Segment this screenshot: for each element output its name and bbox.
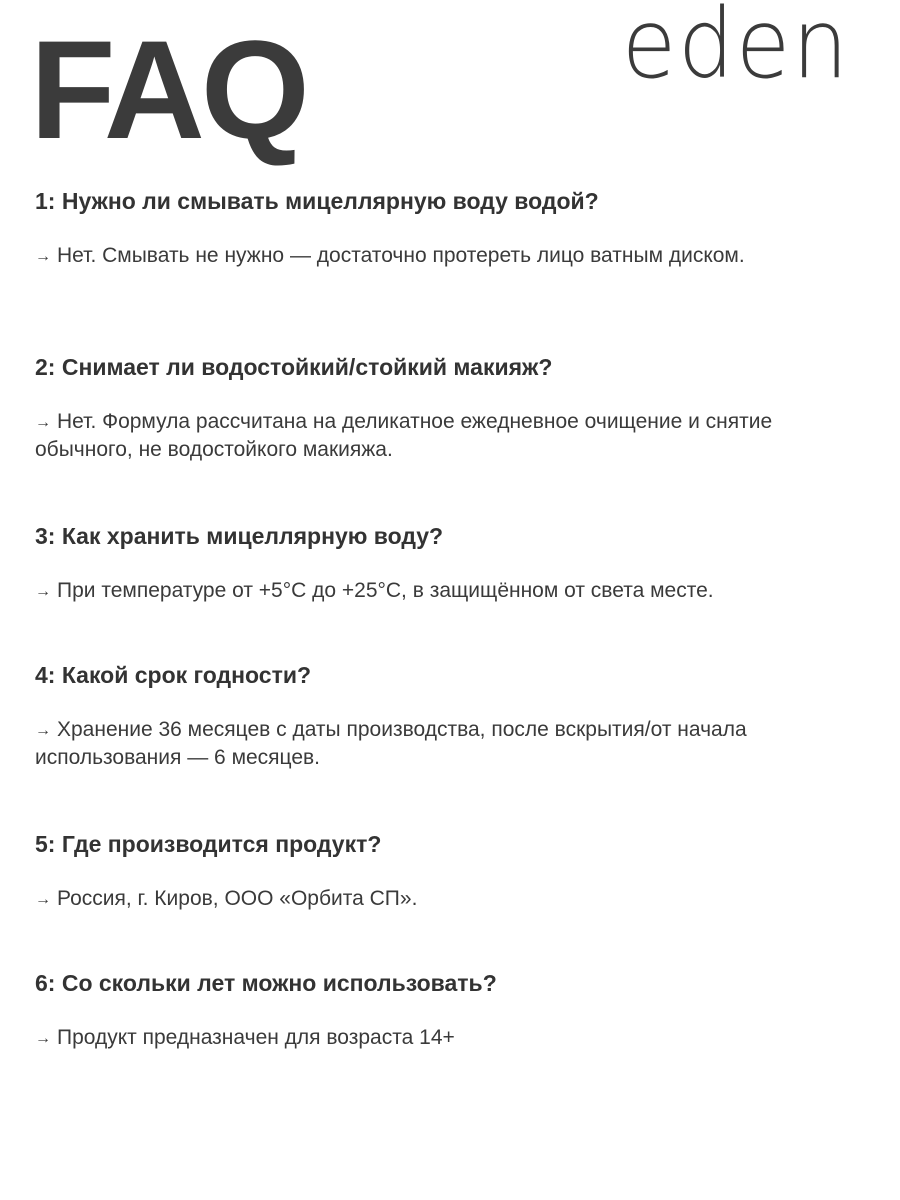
arrow-right-icon: → [35, 248, 51, 265]
faq-question: 1: Нужно ли смывать мицеллярную воду водой? [35, 188, 599, 214]
brand-logo: eden [621, 0, 850, 100]
arrow-right-icon: → [35, 414, 51, 431]
faq-question: 4: Какой срок годности? [35, 662, 312, 688]
arrow-right-icon: → [35, 583, 51, 600]
arrow-right-icon: → [35, 722, 51, 739]
faq-answer-text: Продукт предназначен для возраста 14+ [57, 1026, 455, 1049]
faq-question: 2: Снимает ли водостойкий/стойкий макияж? [35, 354, 553, 380]
faq-question: 3: Как хранить мицеллярную воду? [35, 523, 444, 549]
faq-answer [35, 242, 855, 270]
faq-question: 6: Со скольки лет можно использовать? [35, 970, 497, 996]
faq-answer-text: Хранение 36 месяцев с даты производства, после вскрытия/от начала использования — 6 месяцев. [35, 718, 747, 769]
faq-item-4 [35, 660, 855, 771]
faq-answer-text: Нет. Формула рассчитана на деликатное ежедневное очищение и снятие обычного, не водостойкого макияжа. [35, 410, 773, 461]
faq-answer [35, 577, 855, 605]
arrow-right-icon: → [35, 891, 51, 908]
faq-item-6 [35, 968, 855, 1052]
faq-answer-text: При температуре от +5°С до +25°С, в защищённом от света месте. [57, 579, 714, 602]
faq-question: 5: Где производится продукт? [35, 831, 382, 857]
faq-answer [35, 885, 855, 913]
faq-answer [35, 716, 855, 771]
faq-answer-text: Россия, г. Киров, ООО «Орбита СП». [57, 887, 418, 910]
faq-item-1 [35, 186, 855, 270]
faq-answer [35, 1024, 855, 1052]
faq-answer [35, 408, 855, 463]
faq-answer-text: Нет. Смывать не нужно — достаточно протереть лицо ватным диском. [57, 244, 745, 267]
arrow-right-icon: → [35, 1030, 51, 1047]
faq-item-5 [35, 829, 855, 913]
page-title: FAQ [30, 11, 306, 168]
faq-item-3 [35, 521, 855, 605]
faq-item-2 [35, 352, 855, 463]
